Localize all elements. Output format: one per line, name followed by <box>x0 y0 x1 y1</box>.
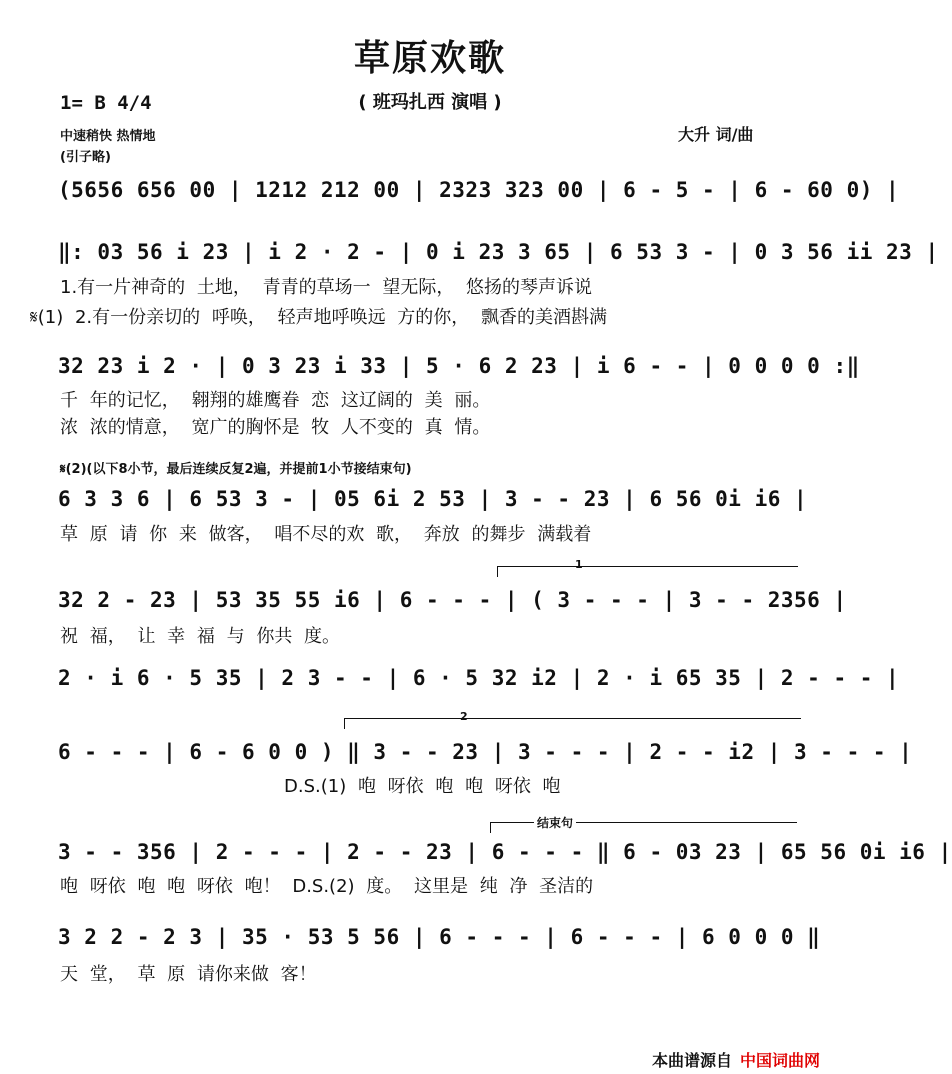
volta-1-label: 1 <box>575 558 583 571</box>
intro-note: (引子略) <box>60 150 111 165</box>
source-site-link[interactable]: 中国词曲网 <box>740 1051 821 1070</box>
song-title: 草原欢歌 <box>353 38 506 79</box>
notation-line-9: 3 2 2 - 2 3 | 35 · 53 5 56 | 6 - - - | 6 - - - | 6 0 0 0 ‖ <box>58 925 821 949</box>
segno-2-instruction: 𝄋(2)(以下8小节，最后连续反复2遍，并提前1小节接结束句) <box>60 462 412 477</box>
lyric-line-8: 咆 呀依 咆 咆 呀依 咆！ D.S.(2) 度。 这里是 纯 净 圣洁的 <box>60 876 594 897</box>
notation-line-5: 32 2 - 23 | 53 35 55 i6 | 6 - - - | ( 3 - - - | 3 - - 2356 | <box>58 588 847 612</box>
notation-line-4: 6 3 3 6 | 6 53 3 - | 05 6i 2 53 | 3 - - 23 | 6 56 0i i6 | <box>58 487 808 511</box>
notation-line-1: (5656 656 00 | 1212 212 00 | 2323 323 00 | 6 - 5 - | 6 - 60 0) | <box>58 178 900 202</box>
lyric-verse2-line-3: 浓 浓的情意， 宽广的胸怀是 牧 人不变的 真 情。 <box>60 417 491 438</box>
lyricist-composer-credit: 大升 词/曲 <box>678 125 754 144</box>
lyric-verse2-line-2: 𝄋(1) 2.有一份亲切的 呼唤， 轻声地呼唤远 方的你， 飘香的美酒斟满 <box>30 307 608 328</box>
volta-2-label: 2 <box>460 710 468 723</box>
notation-line-6: 2 · i 6 · 5 35 | 2 3 - - | 6 · 5 32 i2 | 2 · i 65 35 | 2 - - - | <box>58 666 900 690</box>
source-label: 本曲谱源自 <box>652 1051 733 1070</box>
lyric-line-7: D.S.(1) 咆 呀依 咆 咆 呀依 咆 <box>284 776 561 797</box>
key-signature: 1= B 4/4 <box>60 92 152 114</box>
performer-line: ( 班玛扎西 演唱 ) <box>358 92 502 113</box>
tempo-marking: 中速稍快 热情地 <box>60 129 156 144</box>
volta-1-bracket <box>497 566 798 577</box>
lyric-line-4: 草 原 请 你 来 做客， 唱不尽的欢 歌， 奔放 的舞步 满载着 <box>60 524 592 545</box>
lyric-verse1-line-2: 1.有一片神奇的 土地， 青青的草场一 望无际， 悠扬的琴声诉说 <box>60 277 593 298</box>
notation-line-2: ‖: 03 56 i 23 | i 2 · 2 - | 0 i 23 3 65 | 6 53 3 - | 0 3 56 ii 23 | <box>58 240 939 264</box>
ending-label: 结束句 <box>534 814 576 831</box>
lyric-verse1-line-3: 千 年的记忆， 翱翔的雄鹰眷 恋 这辽阔的 美 丽。 <box>60 390 491 411</box>
notation-line-8: 3 - - 356 | 2 - - - | 2 - - 23 | 6 - - - ‖ 6 - 03 23 | 65 56 0i i6 | <box>58 840 952 864</box>
volta-2-bracket <box>344 718 801 729</box>
notation-line-3: 32 23 i 2 · | 0 3 23 i 33 | 5 · 6 2 23 | i 6 - - | 0 0 0 0 :‖ <box>58 354 860 378</box>
lyric-line-9: 天 堂， 草 原 请你来做 客！ <box>60 964 317 985</box>
notation-line-7: 6 - - - | 6 - 6 0 0 ) ‖ 3 - - 23 | 3 - - - | 2 - - i2 | 3 - - - | <box>58 740 913 764</box>
lyric-line-5: 祝 福， 让 幸 福 与 你共 度。 <box>60 626 341 647</box>
source-footer <box>652 1048 820 1071</box>
